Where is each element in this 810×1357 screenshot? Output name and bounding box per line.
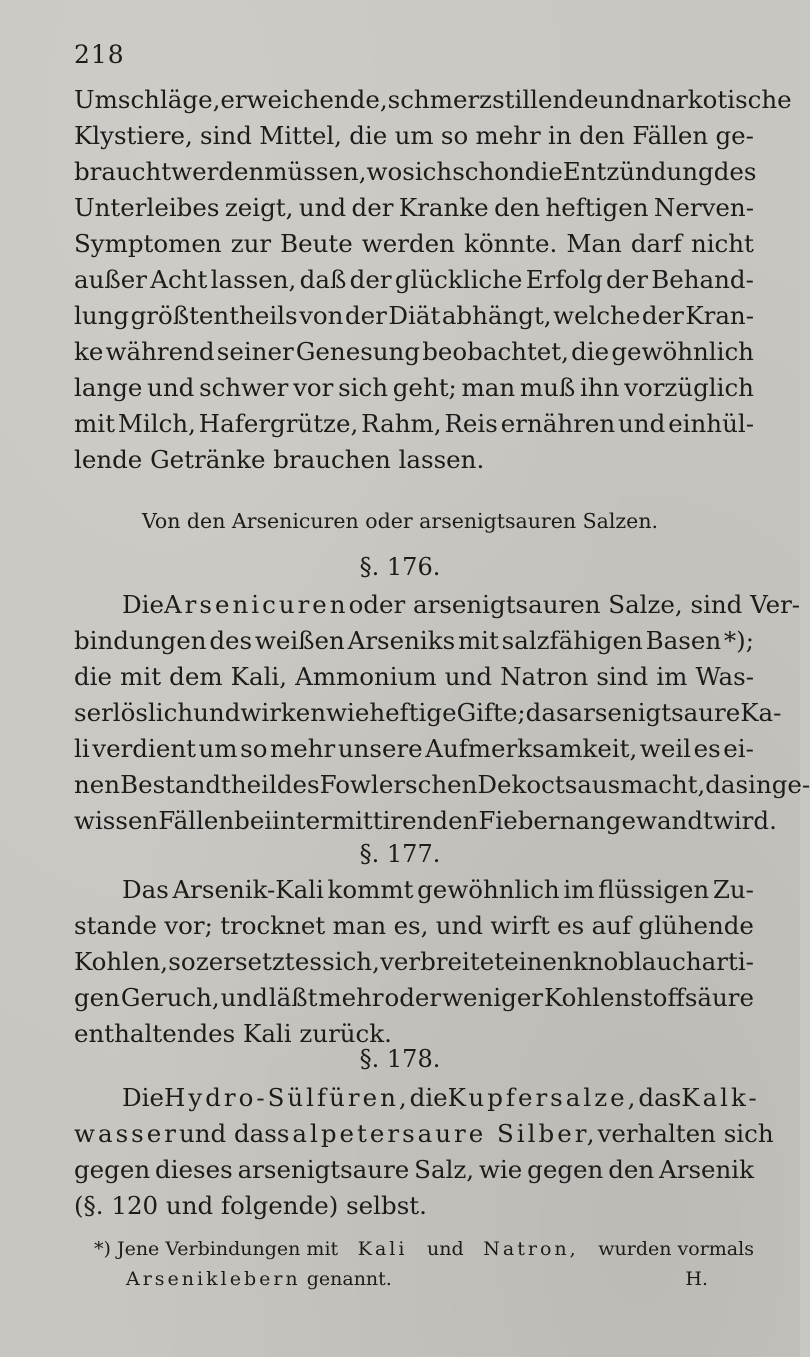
- word: gen: [74, 983, 120, 1012]
- term-spaced: salpetersaure Silber,: [276, 1119, 598, 1148]
- intro-paragraph: [74, 82, 792, 478]
- word: es: [294, 947, 322, 976]
- text-line: [74, 1116, 774, 1152]
- word: es,: [393, 911, 429, 940]
- term-spaced: Kalk-: [681, 1083, 760, 1112]
- text-span: das: [638, 1083, 682, 1112]
- word: sind: [596, 662, 649, 691]
- word: bei: [234, 806, 273, 835]
- word: der: [344, 301, 387, 330]
- word: die: [524, 157, 563, 186]
- text-line-content: lende Getränke brauchen lassen.: [74, 445, 485, 474]
- text-line: [74, 82, 792, 118]
- word: einhül-: [668, 409, 754, 438]
- word: Kohlen,: [74, 947, 169, 976]
- word: schon: [452, 157, 525, 186]
- text-line: [74, 980, 754, 1016]
- text-line-content: enthaltendes Kali zurück.: [74, 1019, 392, 1048]
- word: Dekocts: [477, 770, 578, 799]
- word: Fällen: [632, 121, 709, 150]
- word: und: [220, 983, 268, 1012]
- word: verbreitet: [380, 947, 505, 976]
- word: unsere: [337, 734, 423, 763]
- text-line: [74, 623, 754, 659]
- word: wissen: [74, 806, 159, 835]
- word: trocknet: [220, 911, 326, 940]
- word: Diät: [388, 301, 441, 330]
- word: geht;: [392, 373, 457, 402]
- word: man: [461, 373, 516, 402]
- word: dieses: [155, 1155, 233, 1184]
- word: Natron: [500, 662, 589, 691]
- word: arsenigtsaure: [568, 698, 741, 727]
- word: Reis: [444, 409, 498, 438]
- word: auf: [591, 911, 632, 940]
- word: flüssigen: [598, 875, 710, 904]
- word: Das: [122, 875, 169, 904]
- word: um: [394, 121, 434, 150]
- word: schmerzstillende: [387, 85, 599, 114]
- paragraph-177: [74, 872, 754, 1052]
- word: Arsenik-Kali: [172, 875, 324, 904]
- word: li: [74, 734, 90, 763]
- word: Gifte;: [456, 698, 526, 727]
- text-line: [74, 872, 754, 908]
- word: Rahm,: [361, 409, 442, 438]
- word: darf: [630, 229, 682, 258]
- text-line: [74, 442, 754, 478]
- word: der: [606, 265, 648, 294]
- word: mit: [120, 662, 162, 691]
- word: Acht: [150, 265, 208, 294]
- footnote: [94, 1234, 754, 1294]
- word: zersetzt: [195, 947, 295, 976]
- word: um: [198, 734, 238, 763]
- word: mehr: [318, 983, 384, 1012]
- word: die: [349, 121, 388, 150]
- word: Man: [566, 229, 622, 258]
- word: so: [440, 121, 469, 150]
- word: abhängt,: [441, 301, 552, 330]
- word: sind: [200, 121, 252, 150]
- word: im: [656, 662, 688, 691]
- term-spaced: wasser: [74, 1119, 179, 1148]
- word: daß: [299, 265, 347, 294]
- text-span: oder arsenigtsauren Salze, sind Ver-: [348, 590, 801, 619]
- word: den: [578, 121, 625, 150]
- word: wie: [326, 698, 370, 727]
- word: den: [494, 193, 541, 222]
- text-line: [74, 370, 754, 406]
- term-spaced: Kali: [357, 1238, 408, 1260]
- text-span: *) Jene Verbindungen mit: [94, 1238, 339, 1260]
- word: Genesung: [295, 337, 421, 366]
- term-spaced: Hydro-Sülfüren,: [163, 1083, 410, 1112]
- word: Milch,: [117, 409, 196, 438]
- word: Zu-: [712, 875, 754, 904]
- word: sich,: [322, 947, 380, 976]
- word: Bestandtheil: [120, 770, 277, 799]
- word: größtentheils: [130, 301, 298, 330]
- word: weil: [639, 734, 692, 763]
- word: es: [557, 911, 585, 940]
- word: werden: [361, 229, 455, 258]
- word: wirft: [490, 911, 550, 940]
- text-line: [74, 767, 810, 803]
- word: und: [298, 193, 347, 222]
- word: Nerven-: [653, 193, 754, 222]
- word: verdient: [92, 734, 196, 763]
- word: narkotische: [645, 85, 792, 114]
- text-line: [74, 1188, 754, 1224]
- text-line: [74, 1080, 760, 1116]
- word: das: [705, 770, 749, 799]
- word: des: [276, 770, 320, 799]
- word: knoblaucharti-: [572, 947, 754, 976]
- word: gegen: [74, 1155, 151, 1184]
- word: Basen: [645, 626, 722, 655]
- word: ei-: [723, 734, 754, 763]
- word: während: [105, 337, 215, 366]
- word: Fällen: [158, 806, 235, 835]
- word: man: [332, 911, 387, 940]
- word: in: [548, 121, 572, 150]
- word: Fiebern: [478, 806, 576, 835]
- section-heading: Von den Arsenicuren oder arsenigtsauren Salzen.: [141, 509, 659, 533]
- word: außer: [74, 265, 147, 294]
- word: mehr: [475, 121, 541, 150]
- word: mit: [74, 409, 115, 438]
- word: intermittirenden: [272, 806, 479, 835]
- word: zeigt,: [224, 193, 294, 222]
- word: des: [209, 626, 253, 655]
- text-line: [74, 695, 782, 731]
- word: im: [563, 875, 595, 904]
- word: glühende: [638, 911, 754, 940]
- word: gegen: [527, 1155, 604, 1184]
- term-spaced: Arsenicuren: [163, 590, 349, 619]
- word: muß: [519, 373, 576, 402]
- word: des: [713, 157, 757, 186]
- word: von: [299, 301, 344, 330]
- word: läßt: [268, 983, 318, 1012]
- text-span: genannt.: [306, 1268, 392, 1290]
- word: vor: [293, 373, 334, 402]
- word: vor;: [164, 911, 213, 940]
- word: wo: [366, 157, 403, 186]
- word: könnte.: [463, 229, 558, 258]
- word: heftigen: [545, 193, 649, 222]
- footnote-line: [94, 1234, 754, 1264]
- word: werden: [171, 157, 265, 186]
- word: oder: [384, 983, 442, 1012]
- word: Symptomen: [74, 229, 222, 258]
- word: einen: [504, 947, 573, 976]
- word: ihn: [579, 373, 620, 402]
- text-span: die: [409, 1083, 448, 1112]
- word: weißen: [254, 626, 345, 655]
- word: vorzüglich: [624, 373, 754, 402]
- text-line: [74, 334, 754, 370]
- word: Fowlerschen: [319, 770, 478, 799]
- word: beobachtet,: [422, 337, 569, 366]
- word: arsenigtsaure: [237, 1155, 410, 1184]
- word: wie: [478, 1155, 523, 1184]
- word: sich: [338, 373, 389, 402]
- word: Arseniks: [347, 626, 456, 655]
- text-span: verhalten sich: [597, 1119, 774, 1148]
- word: der: [641, 301, 684, 330]
- term-spaced: Kupfersalze,: [447, 1083, 639, 1112]
- text-line: [74, 803, 777, 839]
- word: lung: [74, 301, 130, 330]
- word: heftige: [369, 698, 457, 727]
- paragraph-178: [74, 1080, 774, 1224]
- text-line: [74, 154, 757, 190]
- text-span: Die: [122, 590, 164, 619]
- word: Ka-: [740, 698, 782, 727]
- signature: H.: [685, 1268, 708, 1290]
- word: erweichende,: [220, 85, 388, 114]
- word: den: [608, 1155, 655, 1184]
- word: Umschläge,: [74, 85, 221, 114]
- word: Unterleibes: [74, 193, 220, 222]
- word: in: [748, 770, 772, 799]
- word: wird.: [712, 806, 777, 835]
- paragraph-number-178: §. 178.: [359, 1045, 441, 1073]
- word: Kranke: [398, 193, 489, 222]
- text-line: [74, 226, 754, 262]
- word: bindungen: [74, 626, 207, 655]
- word: ausmacht,: [577, 770, 706, 799]
- term-spaced: Arseniklebern: [126, 1268, 301, 1290]
- text-line: [74, 298, 754, 334]
- word: mit: [457, 626, 499, 655]
- word: glückliche: [394, 265, 523, 294]
- text-line: [74, 944, 754, 980]
- word: der: [351, 193, 394, 222]
- word: und: [618, 409, 666, 438]
- text-line: [74, 118, 754, 154]
- footnote-line: [94, 1264, 754, 1294]
- word: Erfolg: [525, 265, 603, 294]
- word: und: [444, 662, 493, 691]
- word: Was-: [695, 662, 754, 691]
- text-line: [74, 731, 754, 767]
- word: die: [74, 662, 113, 691]
- word: nen: [74, 770, 121, 799]
- text-line: [74, 406, 754, 442]
- word: Hafergrütze,: [198, 409, 359, 438]
- word: lange: [74, 373, 143, 402]
- word: das: [525, 698, 569, 727]
- paragraph-176: [74, 587, 810, 839]
- word: Aufmerksamkeit,: [425, 734, 638, 763]
- text-span: Die: [122, 1083, 164, 1112]
- paragraph-number-176: §. 176.: [359, 553, 441, 581]
- word: dem: [169, 662, 223, 691]
- word: kommt: [327, 875, 414, 904]
- text-line: [74, 262, 754, 298]
- word: angewandt: [575, 806, 713, 835]
- word: löslich: [112, 698, 194, 727]
- text-line: [74, 190, 754, 226]
- word: und: [598, 85, 646, 114]
- word: ge-: [771, 770, 810, 799]
- word: die: [571, 337, 610, 366]
- text-line: [74, 587, 801, 623]
- word: weniger: [442, 983, 544, 1012]
- word: seiner: [216, 337, 294, 366]
- word: ke: [74, 337, 104, 366]
- word: müssen,: [264, 157, 367, 186]
- text-span: und das: [178, 1119, 277, 1148]
- word: braucht: [74, 157, 172, 186]
- word: zur: [230, 229, 272, 258]
- word: und: [147, 373, 195, 402]
- text-line-content: (§. 120 und folgende) selbst.: [74, 1191, 427, 1220]
- word: welche: [553, 301, 641, 330]
- word: wirken: [240, 698, 327, 727]
- word: gewöhnlich: [417, 875, 560, 904]
- word: Salz,: [414, 1155, 475, 1184]
- word: schwer: [199, 373, 289, 402]
- text-span: wurden vormals: [598, 1238, 754, 1260]
- text-span: und: [427, 1238, 464, 1260]
- word: ser: [74, 698, 113, 727]
- word: Arsenik: [659, 1155, 754, 1184]
- word: Beute: [280, 229, 353, 258]
- word: es: [693, 734, 721, 763]
- page-number: 218: [74, 40, 125, 69]
- word: Entzündung: [562, 157, 714, 186]
- word: nicht: [690, 229, 754, 258]
- text-line: [74, 1152, 754, 1188]
- text-line: [74, 908, 754, 944]
- word: Geruch,: [120, 983, 220, 1012]
- word: Behand-: [651, 265, 754, 294]
- word: stande: [74, 911, 157, 940]
- word: und: [435, 911, 484, 940]
- word: gewöhnlich: [611, 337, 754, 366]
- word: und: [193, 698, 241, 727]
- word: so: [240, 734, 268, 763]
- word: *);: [723, 626, 754, 655]
- word: Kran-: [685, 301, 754, 330]
- word: Kali,: [230, 662, 288, 691]
- word: Ammonium: [295, 662, 437, 691]
- word: mehr: [270, 734, 336, 763]
- word: lassen,: [210, 265, 297, 294]
- paragraph-number-177: §. 177.: [359, 840, 441, 868]
- word: so: [168, 947, 196, 976]
- word: salzfähigen: [501, 626, 643, 655]
- word: sich: [402, 157, 453, 186]
- text-line: [74, 659, 754, 695]
- word: ge-: [715, 121, 754, 150]
- word: Kohlenstoffsäure: [543, 983, 754, 1012]
- word: ernähren: [500, 409, 616, 438]
- word: Klystiere,: [74, 121, 193, 150]
- term-spaced: Natron,: [483, 1238, 579, 1260]
- word: der: [349, 265, 392, 294]
- word: Mittel,: [259, 121, 342, 150]
